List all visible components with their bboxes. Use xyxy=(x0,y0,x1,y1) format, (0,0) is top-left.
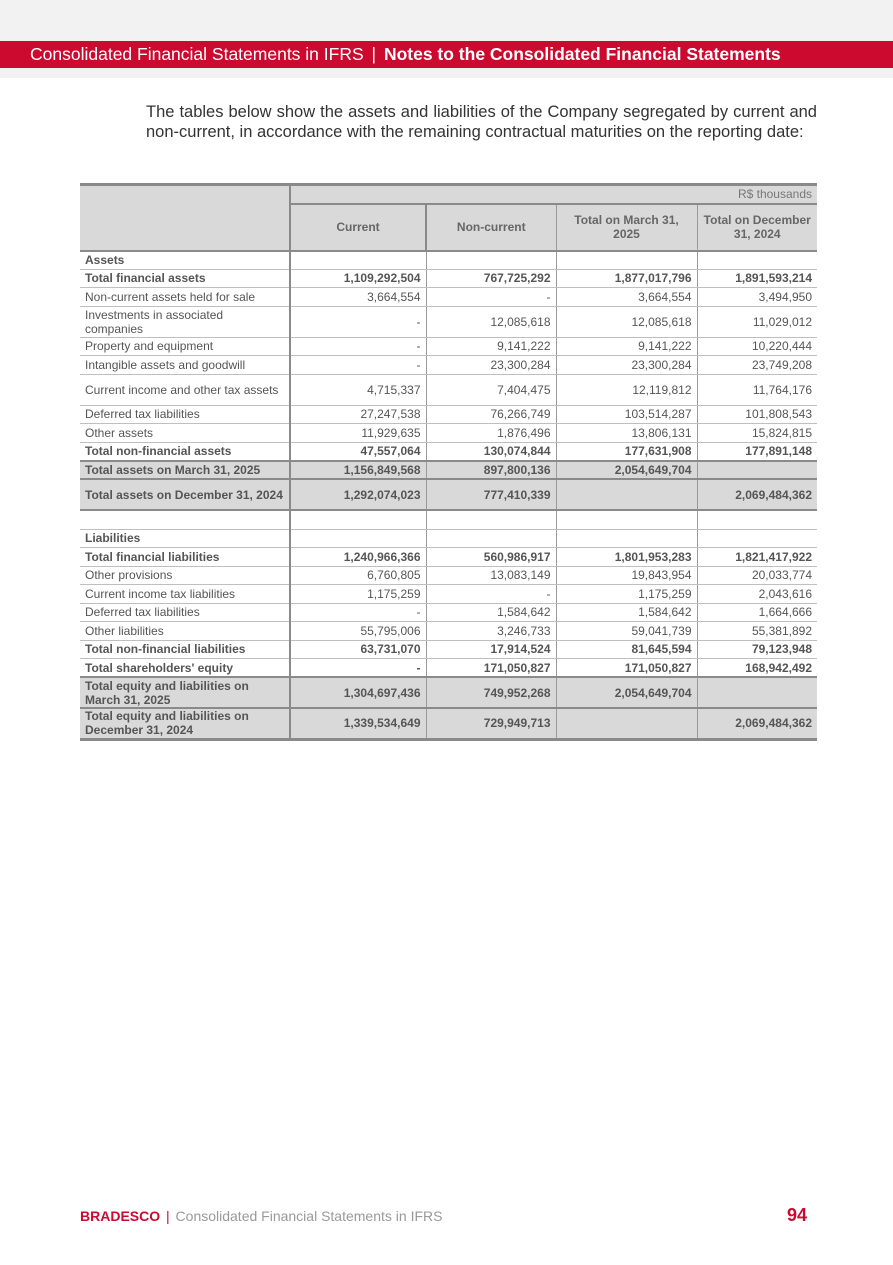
cell-value: - xyxy=(290,356,426,375)
table-row xyxy=(80,306,817,337)
cell-value: 177,891,148 xyxy=(697,442,817,461)
cell-value: 897,800,136 xyxy=(426,461,556,480)
header-underband xyxy=(0,68,893,78)
cell-value: 2,043,616 xyxy=(697,585,817,604)
row-label: Other liabilities xyxy=(80,622,290,641)
cell-value xyxy=(697,677,817,708)
cell-value: 27,247,538 xyxy=(290,405,426,424)
row-label: Property and equipment xyxy=(80,337,290,356)
cell-value: 2,054,649,704 xyxy=(556,677,697,708)
table-row xyxy=(80,708,817,739)
cell-value: 1,339,534,649 xyxy=(290,708,426,739)
cell-value: 12,119,812 xyxy=(556,374,697,405)
row-label: Deferred tax liabilities xyxy=(80,603,290,622)
header-subsection: Notes to the Consolidated Financial Statements xyxy=(383,44,781,64)
footer-separator: | xyxy=(166,1208,170,1224)
table-row xyxy=(80,603,817,622)
col-header-current: Current xyxy=(290,204,426,251)
table-row xyxy=(80,288,817,307)
cell-value: 12,085,618 xyxy=(426,306,556,337)
cell-value xyxy=(697,461,817,480)
cell-value: 1,292,074,023 xyxy=(290,479,426,510)
cell-value: 177,631,908 xyxy=(556,442,697,461)
cell-value xyxy=(556,251,697,270)
page-footer xyxy=(80,1208,442,1224)
table-row xyxy=(80,269,817,288)
cell-value: 749,952,268 xyxy=(426,677,556,708)
cell-value: 3,664,554 xyxy=(290,288,426,307)
cell-value: 23,300,284 xyxy=(556,356,697,375)
row-label: Deferred tax liabilities xyxy=(80,405,290,424)
cell-value: 3,494,950 xyxy=(697,288,817,307)
cell-value: 1,664,666 xyxy=(697,603,817,622)
page-number: 94 xyxy=(786,1205,807,1225)
cell-value: 59,041,739 xyxy=(556,622,697,641)
table-row xyxy=(80,529,817,548)
table-row xyxy=(80,585,817,604)
cell-value: 171,050,827 xyxy=(556,659,697,678)
row-label: Liabilities xyxy=(80,529,290,548)
header-blank-cell xyxy=(80,185,290,251)
col-header-non-current: Non-current xyxy=(426,204,556,251)
cell-value: 1,891,593,214 xyxy=(697,269,817,288)
row-label: Current income tax liabilities xyxy=(80,585,290,604)
cell-value: 1,240,966,366 xyxy=(290,548,426,567)
row-label: Total financial liabilities xyxy=(80,548,290,567)
footer-text: Consolidated Financial Statements in IFRS xyxy=(175,1208,443,1224)
top-margin xyxy=(0,0,893,41)
cell-value xyxy=(697,529,817,548)
cell-value: 1,801,953,283 xyxy=(556,548,697,567)
cell-value: 729,949,713 xyxy=(426,708,556,739)
page-header xyxy=(0,41,893,68)
cell-value xyxy=(290,251,426,270)
table-row xyxy=(80,337,817,356)
table-row xyxy=(80,622,817,641)
cell-value xyxy=(556,529,697,548)
cell-value: 13,083,149 xyxy=(426,566,556,585)
table-row xyxy=(80,510,817,529)
table-row xyxy=(80,479,817,510)
cell-value: 130,074,844 xyxy=(426,442,556,461)
cell-value: 171,050,827 xyxy=(426,659,556,678)
col-header-total-december: Total on December 31, 2024 xyxy=(697,204,817,251)
cell-value: - xyxy=(290,306,426,337)
row-label: Assets xyxy=(80,251,290,270)
cell-value: 63,731,070 xyxy=(290,640,426,659)
cell-value: 3,246,733 xyxy=(426,622,556,641)
cell-value: 1,877,017,796 xyxy=(556,269,697,288)
cell-value: 1,175,259 xyxy=(556,585,697,604)
row-label xyxy=(80,510,290,529)
cell-value: 11,029,012 xyxy=(697,306,817,337)
table-row xyxy=(80,461,817,480)
cell-value xyxy=(426,529,556,548)
cell-value: 13,806,131 xyxy=(556,424,697,443)
cell-value: 55,795,006 xyxy=(290,622,426,641)
row-label: Total assets on March 31, 2025 xyxy=(80,461,290,480)
table-row xyxy=(80,677,817,708)
cell-value: 6,760,805 xyxy=(290,566,426,585)
cell-value: 1,584,642 xyxy=(426,603,556,622)
row-label: Total non-financial liabilities xyxy=(80,640,290,659)
cell-value: 1,584,642 xyxy=(556,603,697,622)
table-row xyxy=(80,659,817,678)
table-row xyxy=(80,356,817,375)
row-label: Current income and other tax assets xyxy=(80,374,290,405)
footer-brand: BRADESCO xyxy=(80,1208,161,1224)
cell-value xyxy=(290,529,426,548)
table-row xyxy=(80,251,817,270)
cell-value: 11,929,635 xyxy=(290,424,426,443)
cell-value: 19,843,954 xyxy=(556,566,697,585)
table-row xyxy=(80,374,817,405)
cell-value xyxy=(426,510,556,529)
table-row xyxy=(80,424,817,443)
cell-value: 11,764,176 xyxy=(697,374,817,405)
cell-value: 1,175,259 xyxy=(290,585,426,604)
row-label: Total equity and liabilities on March 31, 2025 xyxy=(80,677,290,708)
cell-value: 1,304,697,436 xyxy=(290,677,426,708)
cell-value: 103,514,287 xyxy=(556,405,697,424)
cell-value: 9,141,222 xyxy=(426,337,556,356)
col-header-total-march: Total on March 31, 2025 xyxy=(556,204,697,251)
cell-value: - xyxy=(290,337,426,356)
cell-value: 3,664,554 xyxy=(556,288,697,307)
cell-value: 168,942,492 xyxy=(697,659,817,678)
cell-value: 1,821,417,922 xyxy=(697,548,817,567)
cell-value: 15,824,815 xyxy=(697,424,817,443)
row-label: Intangible assets and goodwill xyxy=(80,356,290,375)
header-separator: | xyxy=(371,44,377,64)
table-unit-row xyxy=(80,185,817,204)
cell-value: 9,141,222 xyxy=(556,337,697,356)
cell-value: 79,123,948 xyxy=(697,640,817,659)
intro-paragraph: The tables below show the assets and liabilities of the Company segregated by current and non-current, in accordance with the remaining contractual maturities on the reporting date: xyxy=(146,103,817,141)
cell-value: 55,381,892 xyxy=(697,622,817,641)
table-unit: R$ thousands xyxy=(290,185,817,204)
header-section: Consolidated Financial Statements in IFRS xyxy=(30,44,364,64)
cell-value: 1,109,292,504 xyxy=(290,269,426,288)
row-label: Other provisions xyxy=(80,566,290,585)
cell-value xyxy=(556,510,697,529)
cell-value: 20,033,774 xyxy=(697,566,817,585)
cell-value: 10,220,444 xyxy=(697,337,817,356)
cell-value: 4,715,337 xyxy=(290,374,426,405)
cell-value: 23,300,284 xyxy=(426,356,556,375)
cell-value: - xyxy=(290,603,426,622)
row-label: Total equity and liabilities on December 31, 2024 xyxy=(80,708,290,739)
table-row xyxy=(80,566,817,585)
cell-value: 7,404,475 xyxy=(426,374,556,405)
cell-value: 560,986,917 xyxy=(426,548,556,567)
cell-value xyxy=(556,479,697,510)
cell-value: - xyxy=(426,585,556,604)
cell-value: 777,410,339 xyxy=(426,479,556,510)
cell-value: 101,808,543 xyxy=(697,405,817,424)
cell-value: 23,749,208 xyxy=(697,356,817,375)
assets-liabilities-table xyxy=(80,183,817,741)
cell-value: - xyxy=(290,659,426,678)
cell-value xyxy=(426,251,556,270)
cell-value: 76,266,749 xyxy=(426,405,556,424)
cell-value xyxy=(290,510,426,529)
cell-value xyxy=(697,510,817,529)
cell-value: 1,876,496 xyxy=(426,424,556,443)
row-label: Investments in associated companies xyxy=(80,306,290,337)
cell-value: 47,557,064 xyxy=(290,442,426,461)
table-row xyxy=(80,405,817,424)
cell-value: 17,914,524 xyxy=(426,640,556,659)
table-row xyxy=(80,548,817,567)
cell-value: - xyxy=(426,288,556,307)
cell-value: 767,725,292 xyxy=(426,269,556,288)
cell-value xyxy=(697,251,817,270)
cell-value xyxy=(556,708,697,739)
row-label: Total non-financial assets xyxy=(80,442,290,461)
cell-value: 2,054,649,704 xyxy=(556,461,697,480)
row-label: Other assets xyxy=(80,424,290,443)
cell-value: 12,085,618 xyxy=(556,306,697,337)
table-row xyxy=(80,442,817,461)
row-label: Total assets on December 31, 2024 xyxy=(80,479,290,510)
cell-value: 1,156,849,568 xyxy=(290,461,426,480)
row-label: Total shareholders' equity xyxy=(80,659,290,678)
cell-value: 81,645,594 xyxy=(556,640,697,659)
row-label: Total financial assets xyxy=(80,269,290,288)
row-label: Non-current assets held for sale xyxy=(80,288,290,307)
table-body xyxy=(80,251,817,740)
table-row xyxy=(80,640,817,659)
cell-value: 2,069,484,362 xyxy=(697,708,817,739)
cell-value: 2,069,484,362 xyxy=(697,479,817,510)
